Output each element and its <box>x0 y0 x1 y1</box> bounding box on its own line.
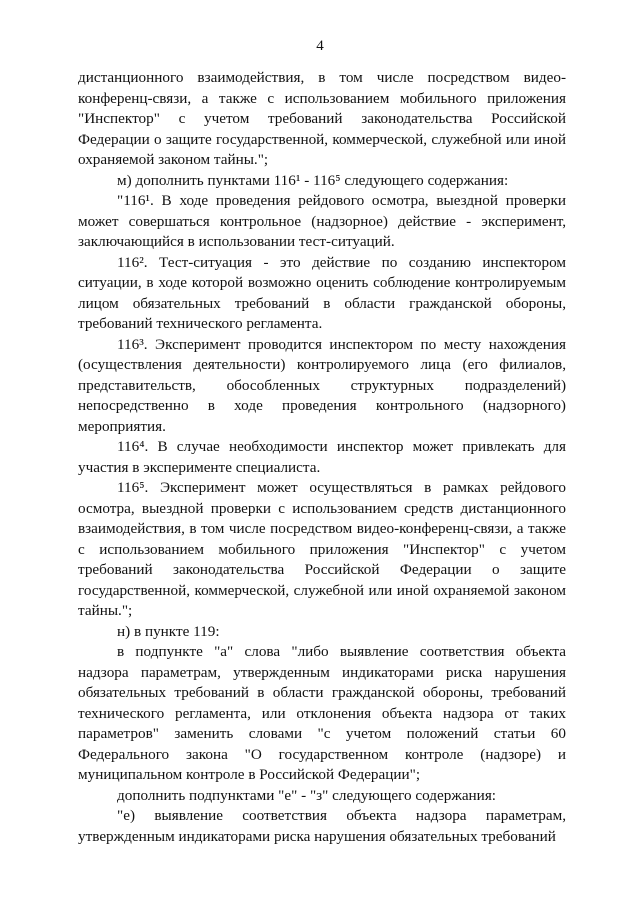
paragraph: дистанционного взаимодействия, в том числе посредством видео-конференц-связи, а также с использованием мобильного приложения "Инспектор" с учетом требований законодательства Российской Федерации о защите государственной, коммерческой, служебной или иной охраняемой законом тайны."; <box>78 69 566 168</box>
paragraph: 116⁵. Эксперимент может осуществляться в рамках рейдового осмотра, выездной проверки с использованием средств дистанционного взаимодействия, в том числе посредством видео-конференц-связи, а также с использованием мобильного приложения "Инспектор" с учетом требований законодательства Российской Федерации о защите государственной, коммерческой, служебной или иной охраняемой законом тайны."; <box>78 479 566 619</box>
paragraph: н) в пункте 119: <box>117 622 220 640</box>
page-number: 4 <box>316 38 324 54</box>
document-body <box>78 68 566 847</box>
paragraph: 116³. Эксперимент проводится инспектором по месту нахождения (осуществления деятельности) контролируемого лица (его филиалов, представительств, обособленных структурных подразделений) непосредственно в ходе проведения контрольного (надзорного) мероприятия. <box>78 335 566 435</box>
paragraph: "е) выявление соответствия объекта надзора параметрам, утвержденным индикаторами риска нарушения обязательных требований <box>78 807 566 845</box>
paragraph: м) дополнить пунктами 116¹ - 116⁵ следующего содержания: <box>117 171 509 189</box>
paragraph: в подпункте "а" слова "либо выявление соответствия объекта надзора параметрам, утвержденным индикаторами риска нарушения обязательных требований в области гражданской обороны, требований технического регламента, или отклонения объекта надзора от таких параметров" заменить словами "с учетом положений статьи 60 Федерального закона "О государственном контроле (надзоре) и муниципальном контроле в Российской Федерации"; <box>78 643 566 783</box>
paragraph: "116¹. В ходе проведения рейдового осмотра, выездной проверки может совершаться контрольное (надзорное) действие - эксперимент, заключающийся в использовании тест-ситуаций. <box>78 192 566 250</box>
paragraph: 116². Тест-ситуация - это действие по созданию инспектором ситуации, в ходе которой возможно оценить соблюдение контролируемым лицом обязательных требований в области гражданской обороны, требований технического регламента. <box>78 253 566 332</box>
paragraph: дополнить подпунктами "е" - "з" следующего содержания: <box>117 786 497 804</box>
paragraph: 116⁴. В случае необходимости инспектор может привлекать для участия в эксперименте специалиста. <box>78 438 566 476</box>
